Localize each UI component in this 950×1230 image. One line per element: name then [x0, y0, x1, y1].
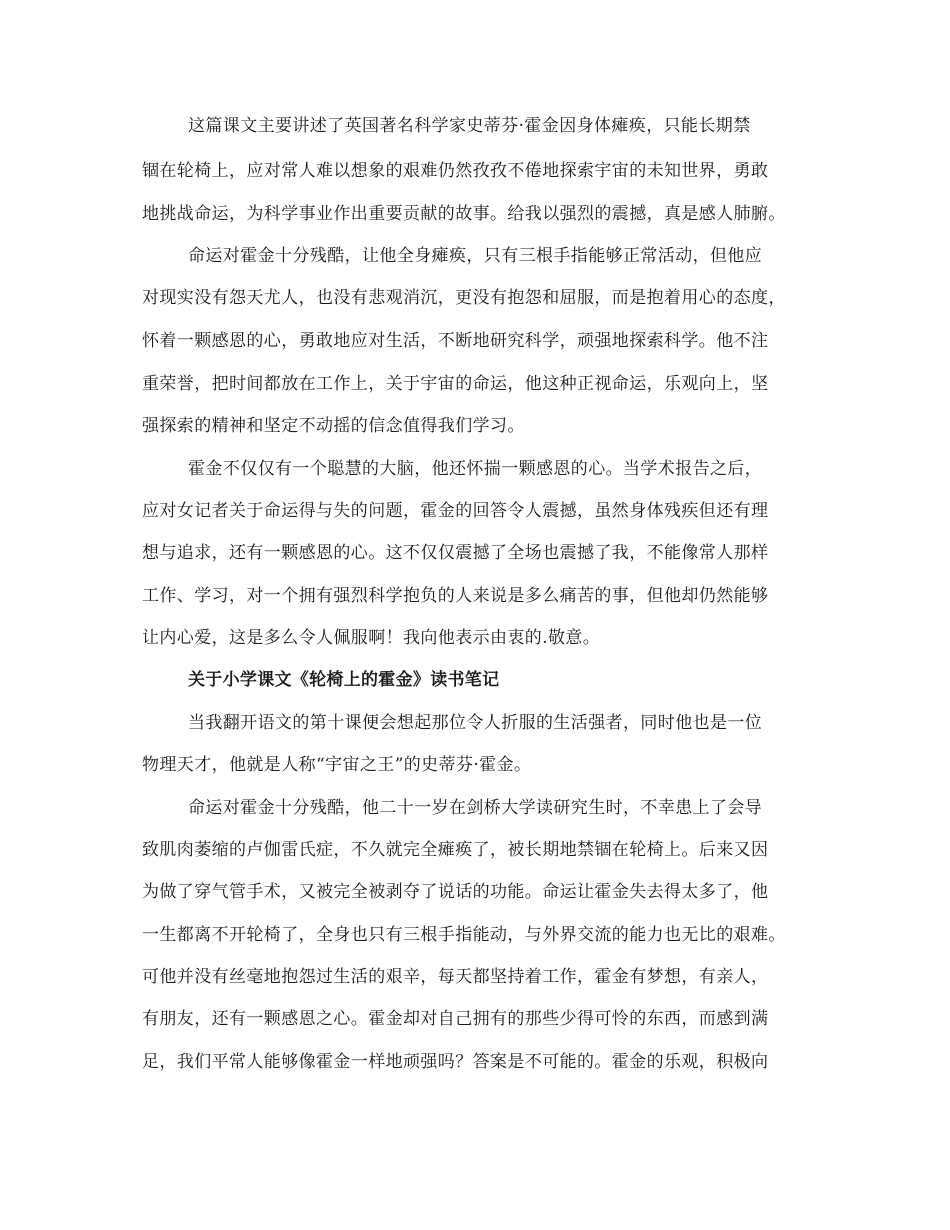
- paragraph-5-line-7: 足，我们平常人能够像霍金一样地顽强吗？答案是不可能的。霍金的乐观，积极向: [142, 1052, 769, 1072]
- paragraph-2-line-5: 强探索的精神和坚定不动摇的信念值得我们学习。: [142, 416, 525, 436]
- paragraph-3-line-1: 霍金不仅仅有一个聪慧的大脑，他还怀揣一颗感恩的心。当学术报告之后，: [188, 459, 763, 479]
- paragraph-4-line-2: 物理天才，他就是人称“宇宙之王”的史蒂芬·霍金。: [142, 755, 532, 775]
- paragraph-5-line-3: 为做了穿气管手术，又被完全被剥夺了说话的功能。命运让霍金失去得太多了，他: [142, 882, 769, 902]
- paragraph-5-line-5: 可他并没有丝毫地抱怨过生活的艰辛，每天都坚持着工作，霍金有梦想，有亲人，: [142, 967, 769, 987]
- section-heading: 关于小学课文《轮椅上的霍金》读书笔记: [188, 670, 500, 690]
- paragraph-1-line-2: 锢在轮椅上，应对常人难以想象的艰难仍然孜孜不倦地探索宇宙的未知世界，勇敢: [142, 161, 769, 181]
- paragraph-3-line-3: 想与追求，还有一颗感恩的心。这不仅仅震撼了全场也震撼了我，不能像常人那样: [142, 543, 769, 563]
- paragraph-2-line-1: 命运对霍金十分残酷，让他全身瘫痪，只有三根手指能够正常活动，但他应: [188, 246, 763, 266]
- paragraph-3-line-5: 让内心爱，这是多么令人佩服啊！我向他表示由衷的.敬意。: [142, 628, 601, 648]
- paragraph-1-line-3: 地挑战命运，为科学事业作出重要贡献的故事。给我以强烈的震撼，真是感人肺腑。: [142, 204, 786, 224]
- paragraph-2-line-4: 重荣誉，把时间都放在工作上，关于宇宙的命运，他这种正视命运，乐观向上，坚: [142, 374, 769, 394]
- paragraph-1-line-1: 这篇课文主要讲述了英国著名科学家史蒂芬·霍金因身体瘫痪，只能长期禁: [188, 116, 751, 136]
- paragraph-2-line-2: 对现实没有怨天尤人，也没有悲观消沉，更没有抱怨和屈服，而是抱着用心的态度，: [142, 288, 786, 308]
- paragraph-2-line-3: 怀着一颗感恩的心，勇敢地应对生活，不断地研究科学，顽强地探索科学。他不注: [142, 331, 769, 351]
- paragraph-5-line-1: 命运对霍金十分残酷，他二十一岁在剑桥大学读研究生时，不幸患上了会导: [188, 798, 763, 818]
- paragraph-4-line-1: 当我翻开语文的第十课便会想起那位令人折服的生活强者，同时他也是一位: [188, 713, 763, 733]
- paragraph-3-line-4: 工作、学习，对一个拥有强烈科学抱负的人来说是多么痛苦的事，但他却仍然能够: [142, 586, 769, 606]
- paragraph-3-line-2: 应对女记者关于命运得与失的问题，霍金的回答令人震撼，虽然身体残疾但还有理: [142, 501, 769, 521]
- paragraph-5-line-2: 致肌肉萎缩的卢伽雷氏症，不久就完全瘫痪了，被长期地禁锢在轮椅上。后来又因: [142, 840, 769, 860]
- paragraph-5-line-6: 有朋友，还有一颗感恩之心。霍金却对自己拥有的那些少得可怜的东西，而感到满: [142, 1009, 769, 1029]
- paragraph-5-line-4: 一生都离不开轮椅了，全身也只有三根手指能动，与外界交流的能力也无比的艰难。: [142, 925, 786, 945]
